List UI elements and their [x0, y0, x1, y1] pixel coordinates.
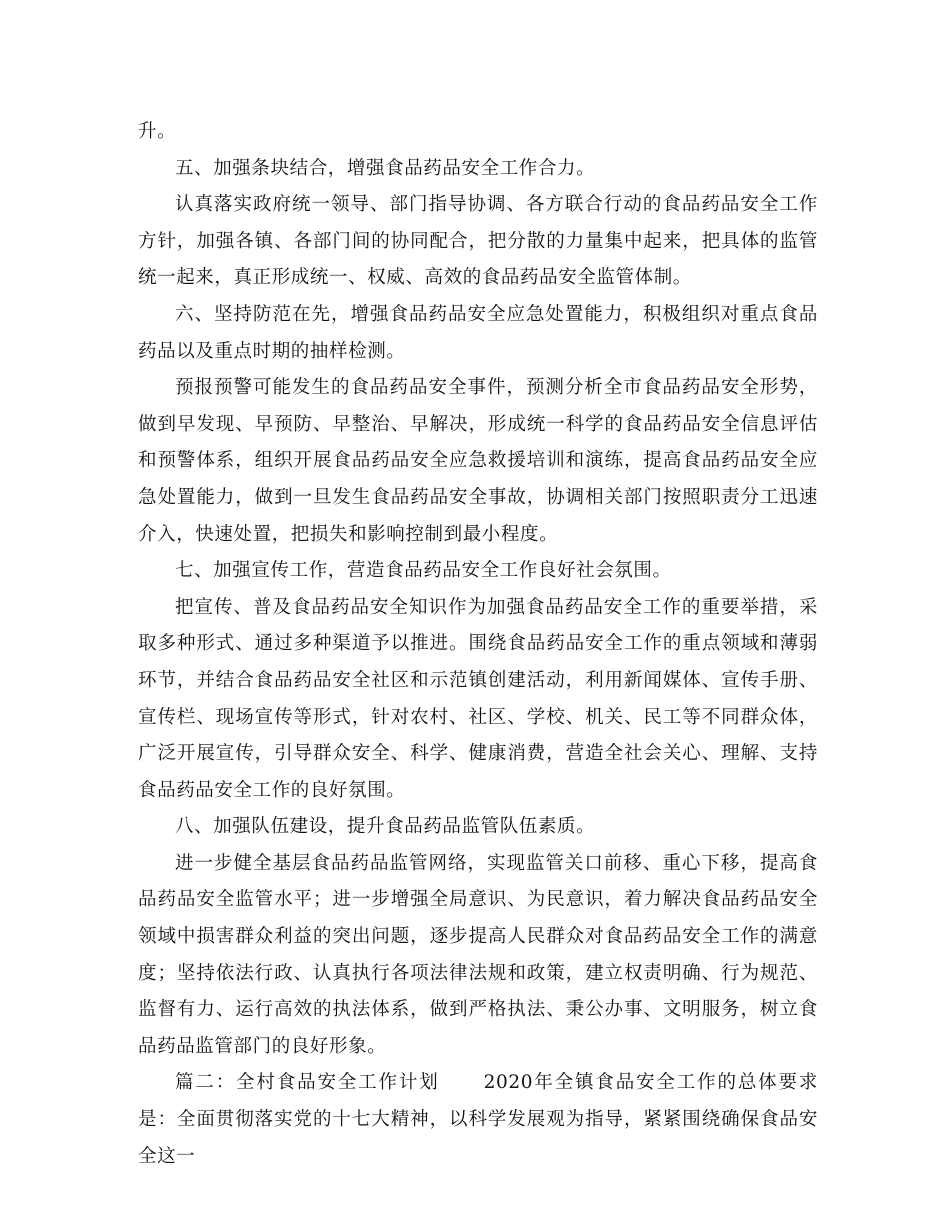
paragraph-fragment: 升。 — [138, 121, 177, 142]
paragraph: 把宣传、普及食品药品安全知识作为加强食品药品安全工作的重要举措，采取多种形式、通过多种渠道予以推进。围绕食品药品安全工作的重点领域和薄弱环节，并结合食品药品安全社区和示范镇创建活动，利用新闻媒体、宣传手册、宣传栏、现场宣传等形式，针对农村、社区、学校、机关、民工等不同群众体，广泛开展宣传，引导群众安全、科学、健康消费，营造全社会关心、理解、支持食品药品安全工作的良好氛围。 — [138, 596, 818, 801]
section-heading-5: 五、加强条块结合，增强食品药品安全工作合力。 — [175, 157, 596, 179]
section-heading-7: 七、加强宣传工作，营造食品药品安全工作良好社会氛围。 — [175, 560, 672, 582]
article-intro: 2020年全镇食品安全工作的总体要求是：全面贯彻落实党的十七大精神，以科学发展观为指导，紧紧围绕确保食品安全这一 — [138, 1072, 818, 1167]
paragraph: 预报预警可能发生的食品药品安全事件，预测分析全市食品药品安全形势，做到早发现、早预防、早整治、早解决，形成统一科学的食品药品安全信息评估和预警体系，组织开展食品药品安全应急救援培训和演练，提高食品药品安全应急处置能力，做到一旦发生食品药品安全事故，协调相关部门按照职责分工迅速介入，快速处置，把损失和影响控制到最小程度。 — [138, 377, 818, 545]
final-paragraph — [138, 1065, 818, 1175]
paragraph: 进一步健全基层食品药品监管网络，实现监管关口前移、重心下移，提高食品药品安全监管水平；进一步增强全局意识、为民意识，着力解决食品药品安全领域中损害群众利益的突出问题，逐步提高人民群众对食品药品安全工作的满意度；坚持依法行政、认真执行各项法律法规和政策，建立权责明确、行为规范、监督有力、运行高效的执法体系，做到严格执法、秉公办事、文明服务，树立食品药品监管部门的良好形象。 — [138, 852, 818, 1057]
section-heading-8: 八、加强队伍建设，提升食品药品监管队伍素质。 — [175, 816, 596, 838]
document-body — [138, 114, 818, 1175]
article-title: 篇二：全村食品安全工作计划 — [175, 1072, 440, 1094]
paragraph: 认真落实政府统一领导、部门指导协调、各方联合行动的食品药品安全工作方针，加强各镇、各部门间的协同配合，把分散的力量集中起来，把具体的监管统一起来，真正形成统一、权威、高效的食品药品安全监管体制。 — [138, 194, 818, 289]
section-heading-6: 六、坚持防范在先，增强食品药品安全应急处置能力，积极组织对重点食品药品以及重点时期的抽样检测。 — [138, 303, 818, 362]
